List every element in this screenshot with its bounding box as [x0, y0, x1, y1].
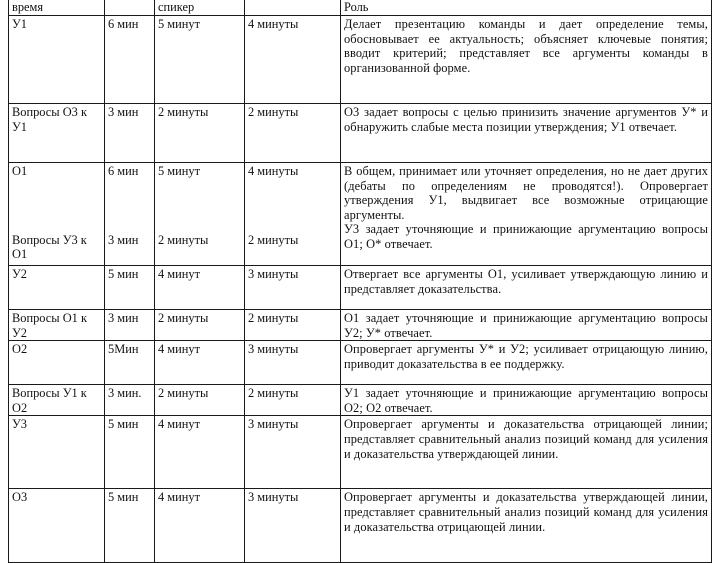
- cell-role: Опровергает аргументы У* и У2; усиливает отрицающую линию, приводит доказательства в ее поддержку.: [341, 341, 712, 385]
- cell-role: О3 задает вопросы с целью принизить значение аргументов У* и обнаружить слабые места позиции утверждения; У1 отвечает.: [341, 104, 712, 163]
- cell-speaker: У2: [9, 266, 105, 310]
- table-row: [9, 385, 712, 416]
- cell-role: Делает презентацию команды и дает определение темы, обосновывает ее актуальность; объясняет ключевые понятия; вводит критерий; представляет все аргументы команды в организованной форме.: [341, 16, 712, 104]
- cell-time-2: 2 минуты: [155, 104, 245, 163]
- cell-role-group: [341, 163, 712, 266]
- table-row: [9, 16, 712, 104]
- cell-speaker: Вопросы О1 к У2: [9, 310, 105, 341]
- table-header-row: [9, 0, 712, 16]
- cell-time-3: 3 минуты: [245, 266, 341, 310]
- cell-role: У1 задает уточняющие и принижающие аргументацию вопросы О2; О2 отвечает.: [341, 385, 712, 416]
- cell-time-3: 3 минуты: [245, 489, 341, 563]
- header-speaker: спикер: [155, 0, 245, 16]
- debate-schedule-table: [8, 0, 712, 563]
- cell-time-1: 6 мин: [105, 16, 155, 104]
- cell-time-2: 4 минут: [155, 341, 245, 385]
- table-row: [9, 341, 712, 385]
- cell-time-2-group: [155, 163, 245, 266]
- cell-role: О1 задает уточняющие и принижающие аргументацию вопросы У2; У* отвечает.: [341, 310, 712, 341]
- table-row: [9, 489, 712, 563]
- cell-time-2: 5 минут: [158, 164, 201, 178]
- cell-time-2-sub: 2 минуты: [158, 232, 209, 247]
- cell-speaker: Вопросы О3 к У1: [9, 104, 105, 163]
- cell-role-sub: У3 задает уточняющие и принижающие аргументацию вопросы О1; О* отвечает.: [344, 222, 708, 251]
- cell-time-3: 3 минуты: [245, 341, 341, 385]
- cell-role: Опровергает аргументы и доказательства отрицающей линии; представляет сравнительный анализ позиций команд для усиления и доказательства утверждающей линии.: [341, 416, 712, 489]
- cell-time-1-sub: 3 мин: [108, 232, 139, 247]
- cell-time-3-group: [245, 163, 341, 266]
- table-row: [9, 104, 712, 163]
- cell-time-1: 6 мин: [108, 164, 139, 178]
- cell-speaker-sub: Вопросы У3 к О1: [12, 232, 87, 262]
- cell-time-1: 5 мин: [105, 266, 155, 310]
- header-empty-2: [245, 0, 341, 16]
- header-time: время: [9, 0, 105, 16]
- table-row: [9, 266, 712, 310]
- cell-time-2: 5 минут: [155, 16, 245, 104]
- header-role: Роль: [341, 0, 712, 16]
- cell-role: Отвергает все аргументы О1, усиливает утверждающую линию и представляет доказательства.: [341, 266, 712, 310]
- cell-time-2: 4 минут: [155, 266, 245, 310]
- cell-time-3: 4 минуты: [248, 164, 299, 178]
- cell-time-3: 2 минуты: [245, 385, 341, 416]
- cell-speaker: О2: [9, 341, 105, 385]
- cell-time-1: 5Мин: [105, 341, 155, 385]
- cell-time-1-group: [105, 163, 155, 266]
- cell-time-1: 5 мин: [105, 416, 155, 489]
- cell-time-2: 2 минуты: [155, 310, 245, 341]
- cell-speaker: У3: [9, 416, 105, 489]
- cell-time-1: 3 мин: [105, 104, 155, 163]
- cell-speaker: Вопросы У1 к О2: [9, 385, 105, 416]
- cell-time-1: 3 мин: [105, 310, 155, 341]
- table-row: [9, 163, 712, 266]
- cell-time-3: 2 минуты: [245, 104, 341, 163]
- cell-role: Опровергает аргументы и доказательства утверждающей линии, представляет сравнительный анализ позиций команд для усиления и доказательства отрицающей линии.: [341, 489, 712, 563]
- cell-speaker: О3: [9, 489, 105, 563]
- cell-speaker: У1: [9, 16, 105, 104]
- cell-time-2: 4 минут: [155, 416, 245, 489]
- cell-role: В общем, принимает или уточняет определения, но не дает других (дебаты по определениям не проводятся!). Опровергает утверждения У1, выдвигает все возможные отрицающие аргументы.: [344, 164, 708, 222]
- cell-speaker: О1: [12, 164, 28, 178]
- cell-time-3-sub: 2 минуты: [248, 232, 299, 247]
- cell-time-2: 4 минут: [155, 489, 245, 563]
- table-row: [9, 310, 712, 341]
- cell-speaker-group: [9, 163, 105, 266]
- cell-time-1: 5 мин: [105, 489, 155, 563]
- table-row: [9, 416, 712, 489]
- cell-time-2: 2 минуты: [155, 385, 245, 416]
- cell-time-3: 2 минуты: [245, 310, 341, 341]
- header-empty: [105, 0, 155, 16]
- cell-time-1: 3 мин.: [105, 385, 155, 416]
- cell-time-3: 4 минуты: [245, 16, 341, 104]
- cell-time-3: 3 минуты: [245, 416, 341, 489]
